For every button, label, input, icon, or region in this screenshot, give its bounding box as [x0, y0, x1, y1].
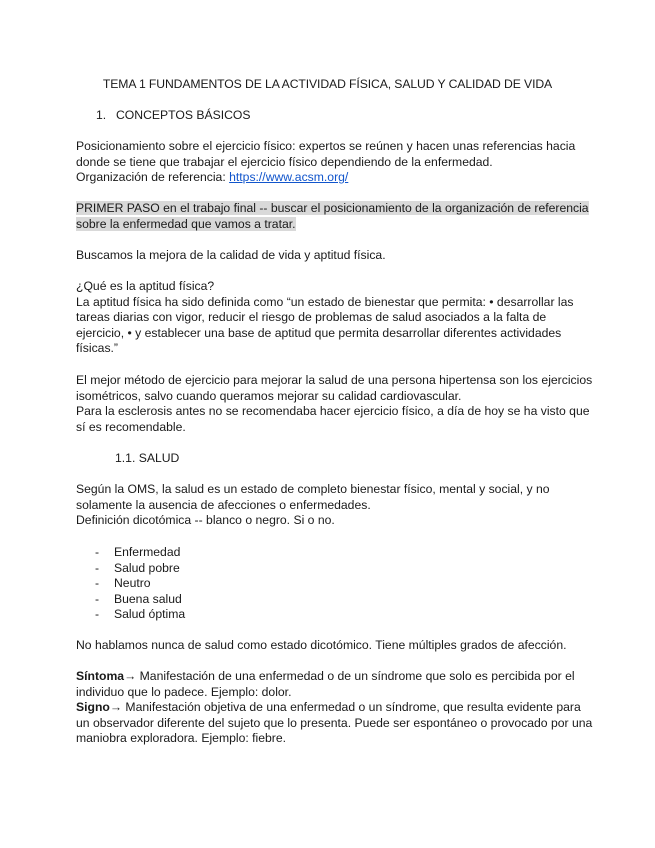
paragraph-line: isométricos, salvo cuando queramos mejorar su calidad cardiovascular. [76, 388, 462, 403]
document-title: TEMA 1 FUNDAMENTOS DE LA ACTIVIDAD FÍSICA, SALUD Y CALIDAD DE VIDA [102, 77, 553, 91]
list-item: - Salud pobre [95, 560, 180, 575]
paragraph-line: donde se tiene que trabajar el ejercicio físico dependiendo de la enfermedad. [76, 154, 493, 169]
section-heading-salud: 1.1. SALUD [115, 451, 180, 465]
section-heading-conceptos-basicos [96, 108, 251, 124]
paragraph-line: solamente la ausencia de afecciones o enfermedades. [76, 497, 371, 512]
signo-term: Signo [76, 700, 110, 715]
paragraph-line: Definición dicotómica -- blanco o negro. Si o no. [76, 513, 335, 528]
paragraph-line: ejercicio, • y establecer una base de aptitud que permita desarrollar diferentes actividades [76, 325, 562, 340]
sintoma-definition: Síntoma→ Manifestación de una enfermedad o de un síndrome que solo es percibida por el [76, 669, 575, 683]
paragraph-line: El mejor método de ejercicio para mejorar la salud de una persona hipertensa son los ejercicios [76, 373, 593, 387]
paragraph-line: físicas.” [76, 341, 118, 356]
paragraph-aptitud-fisica [76, 279, 586, 357]
health-levels-list [95, 545, 185, 623]
reference-line [76, 170, 586, 186]
paragraph-line: sí es recomendable. [76, 419, 186, 434]
section-number: 1. [96, 108, 107, 122]
paragraph-line: un observador diferente del sujeto que lo presenta. Puede ser espontáneo o provocado por una [76, 715, 593, 730]
paragraph-calidad-vida [76, 248, 586, 264]
paragraph-ejercicio-metodos [76, 373, 593, 435]
question-line: ¿Qué es la aptitud física? [76, 279, 215, 293]
paragraph-line: individuo que lo padece. Ejemplo: dolor. [76, 684, 292, 699]
paragraph-line: No hablamos nunca de salud como estado dicotómico. Tiene múltiples grados de afección. [76, 638, 567, 652]
paragraph-line: Posicionamiento sobre el ejercicio físico: expertos se reúnen y hacen unas referencias hacia [76, 139, 576, 153]
section-label: CONCEPTOS BÁSICOS [116, 108, 251, 122]
paragraph-line: tareas diarias con vigor, reducir el riesgo de problemas de salud asociados a la falta de [76, 310, 547, 325]
reference-label: Organización de referencia: [76, 170, 230, 185]
paragraph-no-dicotomico [76, 638, 586, 654]
list-item: - Neutro [95, 576, 151, 591]
list-item: - Enfermedad [95, 545, 181, 559]
definitions-block [76, 669, 593, 747]
highlighted-note [76, 201, 589, 232]
sintoma-term: Síntoma [76, 669, 125, 683]
paragraph-line: Según la OMS, la salud es un estado de completo bienestar físico, mental y social, y no [76, 482, 550, 496]
list-item: - Buena salud [95, 591, 182, 606]
paragraph-line: Para la esclerosis antes no se recomendaba hacer ejercicio físico, a día de hoy se ha visto que [76, 404, 590, 419]
highlighted-line: sobre la enfermedad que vamos a tratar. [76, 216, 296, 231]
paragraph-posicionamiento [76, 139, 586, 186]
list-item: - Salud óptima [95, 607, 186, 622]
paragraph-line: La aptitud física ha sido definida como “un estado de bienestar que permita: • desarrollar las [76, 294, 574, 309]
signo-definition: Signo→ Manifestación objetiva de una enfermedad o un síndrome, que resulta evidente para [76, 700, 581, 715]
acsm-link[interactable]: https://www.acsm.org/ [229, 170, 349, 185]
paragraph-oms [76, 482, 586, 529]
paragraph-line: maniobra exploradora. Ejemplo: fiebre. [76, 731, 287, 746]
paragraph-line: Buscamos la mejora de la calidad de vida y aptitud física. [76, 248, 386, 262]
highlighted-line: PRIMER PASO en el trabajo final -- buscar el posicionamiento de la organización de referencia [76, 201, 589, 215]
